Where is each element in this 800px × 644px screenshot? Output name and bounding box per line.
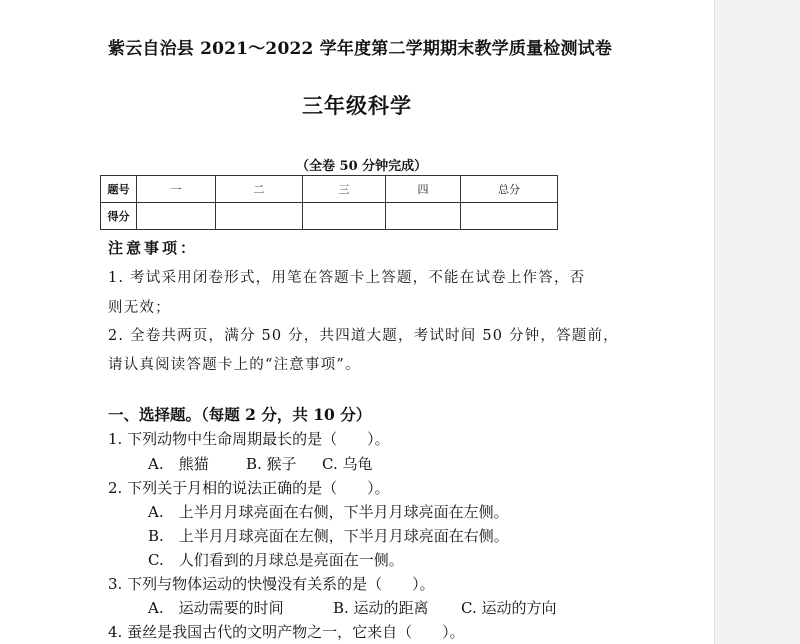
notice-line: 1. 考试采用闭卷形式，用笔在答题卡上答题，不能在试卷上作答，否 [108, 270, 586, 286]
option-c: C. 人们看到的月球总是亮面在一侧。 [148, 551, 404, 569]
option-a: A. 运动需要的时间 [148, 599, 284, 617]
option-c: C. 运动的方向 [461, 599, 557, 617]
score-cell-total: 总分 [461, 176, 558, 203]
notice-line: 2. 全卷共两页，满分 50 分，共四道大题，考试时间 50 分钟，答题前， [108, 328, 619, 344]
question-stem: 3. 下列与物体运动的快慢没有关系的是（ ）。 [108, 575, 435, 593]
option-a: A. 上半月月球亮面在右侧，下半月月球亮面在左侧。 [148, 503, 509, 521]
score-table-score-row [101, 203, 558, 230]
notice-line: 则无效； [108, 300, 171, 316]
notice-line: 请认真阅读答题卡上的“注意事项”。 [108, 357, 361, 373]
option-b: B. 猴子 [246, 455, 297, 473]
viewer-background [714, 0, 800, 644]
score-input-q1 [137, 203, 216, 230]
question-stem: 4. 蚕丝是我国古代的文明产物之一，它来自（ ）。 [108, 623, 465, 641]
option-c: C. 乌龟 [322, 455, 373, 473]
score-input-total [461, 203, 558, 230]
score-cell-label: 题号 [101, 176, 137, 203]
exam-title: 紫云自治县 2021～2022 学年度第二学期期末教学质量检测试卷 [108, 39, 613, 59]
score-cell-q2: 二 [216, 176, 303, 203]
question-options [148, 597, 556, 618]
score-row-label: 得分 [101, 203, 137, 230]
score-table-header-row [101, 176, 558, 203]
option-a: A. 熊猫 [148, 455, 209, 473]
option-b: B. 上半月月球亮面在左侧，下半月月球亮面在右侧。 [148, 527, 509, 545]
score-cell-q1: 一 [137, 176, 216, 203]
notice-title: 注意事项： [108, 239, 199, 257]
score-table [100, 175, 558, 230]
score-input-q2 [216, 203, 303, 230]
score-input-q3 [303, 203, 386, 230]
question-stem: 2. 下列关于月相的说法正确的是（ ）。 [108, 479, 390, 497]
question-stem: 1. 下列动物中生命周期最长的是（ ）。 [108, 430, 390, 448]
subject-title: 三年级科学 [302, 93, 412, 118]
option-b: B. 运动的距离 [333, 599, 429, 617]
section-title: 一、选择题。（每题 2 分，共 10 分） [108, 405, 372, 424]
score-cell-q4: 四 [386, 176, 461, 203]
exam-duration: （全卷 50 分钟完成） [296, 159, 428, 174]
score-cell-q3: 三 [303, 176, 386, 203]
score-input-q4 [386, 203, 461, 230]
question-options [148, 453, 372, 474]
